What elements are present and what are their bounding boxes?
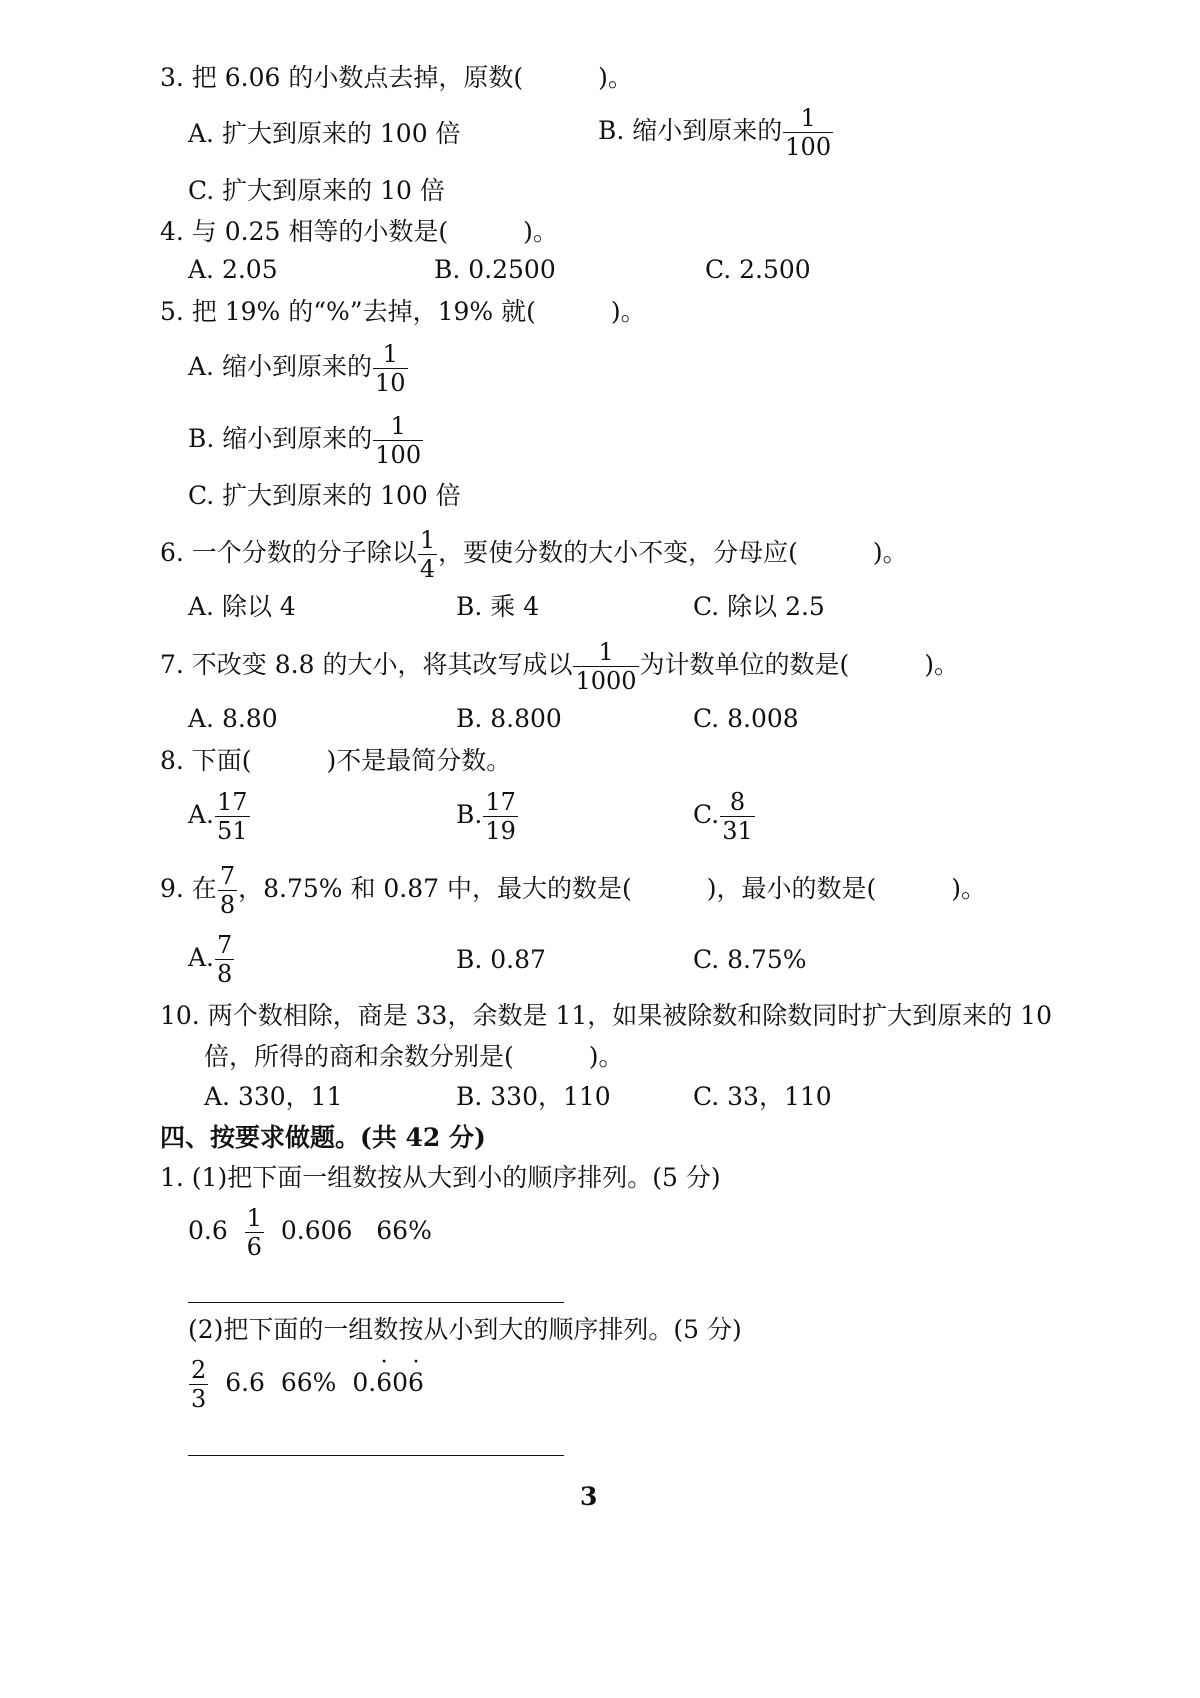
- numerator: 1: [246, 1204, 262, 1232]
- numerator: 7: [219, 862, 236, 890]
- decimal-part: 0.: [352, 1368, 377, 1397]
- fraction: [418, 528, 437, 581]
- question-5-option-c: C. 扩大到原来的 100 倍: [188, 481, 461, 510]
- option-label: B.: [456, 800, 483, 829]
- stem-prefix: 6. 一个分数的分子除以: [160, 538, 417, 567]
- question-10-stem-line-1: 10. 两个数相除，商是 33，余数是 11，如果被除数和除数同时扩大到原来的 10: [160, 1001, 1052, 1030]
- fraction: [573, 640, 638, 693]
- fraction: [720, 790, 755, 843]
- denominator: 3: [191, 1385, 207, 1413]
- repeating-digit: · 6: [408, 1367, 424, 1399]
- denominator: 51: [217, 817, 248, 845]
- question-4-stem: 4. 与 0.25 相等的小数是( )。: [160, 217, 558, 246]
- question-8-option-b: [456, 790, 519, 843]
- stem-suffix: ，要使分数的大小不变，分母应( )。: [438, 538, 908, 567]
- question-6-stem: [160, 528, 908, 581]
- denominator: 4: [419, 555, 436, 583]
- numerator: 1: [419, 526, 436, 554]
- denominator: 19: [485, 817, 516, 845]
- numerator: 1: [373, 414, 423, 441]
- numerator: 1: [783, 106, 833, 133]
- question-8-stem: 8. 下面( )不是最简分数。: [160, 746, 512, 775]
- section-4-question-1-part-1: 1. (1)把下面一组数按从大到小的顺序排列。(5 分): [160, 1163, 721, 1192]
- numerator: 7: [217, 931, 233, 959]
- fraction: [373, 414, 423, 467]
- question-3-option-c: C. 扩大到原来的 10 倍: [188, 176, 445, 205]
- stem-suffix: 为计数单位的数是( )。: [639, 650, 960, 679]
- section-4-question-1-part-2: (2)把下面的一组数按从小到大的顺序排列。(5 分): [188, 1315, 742, 1344]
- option-a-prefix: A. 缩小到原来的: [188, 352, 372, 381]
- question-7-option-a: A. 8.80: [188, 704, 278, 733]
- question-7-option-b: B. 8.800: [456, 704, 562, 733]
- stem-prefix: 7. 不改变 8.8 的大小，将其改写成以: [160, 650, 573, 679]
- page-number: 3: [580, 1482, 598, 1511]
- question-3-option-a: A. 扩大到原来的 100 倍: [188, 119, 461, 148]
- question-7-option-c: C. 8.008: [693, 704, 799, 733]
- fraction: [215, 933, 234, 986]
- fraction: [245, 1206, 264, 1259]
- fraction: [215, 790, 250, 843]
- denominator: 8: [219, 891, 236, 919]
- question-5-option-a: [188, 342, 409, 395]
- denominator: 100: [375, 441, 422, 469]
- denominator: 10: [374, 369, 406, 397]
- fraction: [483, 790, 518, 843]
- denominator: 1000: [575, 667, 637, 695]
- answer-line-1: [188, 1302, 564, 1303]
- number-value: 66%: [376, 1216, 432, 1245]
- question-9-option-c: C. 8.75%: [693, 945, 807, 974]
- question-8-option-a: [188, 790, 251, 843]
- repeating-decimal: [352, 1368, 424, 1397]
- question-7-stem: [160, 640, 959, 693]
- numerator: 1: [573, 640, 638, 667]
- question-9-stem: [160, 864, 986, 917]
- decimal-part: 0: [392, 1368, 409, 1397]
- fraction: [218, 864, 237, 917]
- question-5-stem: 5. 把 19% 的“%”去掉，19% 就( )。: [160, 297, 646, 326]
- question-10-option-b: B. 330，110: [456, 1082, 611, 1111]
- option-label: A.: [188, 943, 215, 972]
- fraction: [189, 1358, 208, 1411]
- question-9-option-a: [188, 933, 235, 986]
- question-6-option-b: B. 乘 4: [456, 592, 540, 621]
- question-6-option-c: C. 除以 2.5: [693, 592, 825, 621]
- fraction: [373, 342, 408, 395]
- question-10-option-c: C. 33，110: [693, 1082, 832, 1111]
- question-3-stem: 3. 把 6.06 的小数点去掉，原数( )。: [160, 63, 633, 92]
- numerator: 17: [485, 788, 516, 816]
- question-3-option-b: [598, 106, 834, 159]
- question-9-option-b: B. 0.87: [456, 945, 546, 974]
- question-4-option-c: C. 2.500: [705, 255, 811, 284]
- denominator: 8: [217, 960, 233, 988]
- numerator: 17: [217, 788, 248, 816]
- question-5-option-b: [188, 414, 424, 467]
- stem-prefix: 9. 在: [160, 874, 217, 903]
- stem-suffix: ，8.75% 和 0.87 中，最大的数是( )，最小的数是( )。: [238, 874, 987, 903]
- fraction: [783, 106, 833, 159]
- part-1-number-list: [188, 1206, 432, 1259]
- question-4-option-b: B. 0.2500: [434, 255, 556, 284]
- question-10-option-a: A. 330，11: [204, 1082, 343, 1111]
- question-6-option-a: A. 除以 4: [188, 592, 296, 621]
- option-b-prefix: B. 缩小到原来的: [188, 424, 373, 453]
- denominator: 31: [722, 817, 753, 845]
- numerator: 8: [720, 790, 755, 817]
- repeating-digit: · 6: [376, 1367, 392, 1399]
- option-b-prefix: B. 缩小到原来的: [598, 116, 783, 145]
- number-value: 0.6: [188, 1216, 228, 1245]
- numerator: 2: [191, 1356, 207, 1384]
- question-10-stem-line-2: 倍，所得的商和余数分别是( )。: [204, 1042, 624, 1071]
- denominator: 6: [246, 1233, 262, 1261]
- numerator: 1: [373, 342, 408, 369]
- number-value: 0.606: [280, 1216, 353, 1245]
- number-value: 6.6: [225, 1368, 265, 1397]
- question-8-option-c: [693, 790, 756, 843]
- part-2-number-list: [188, 1358, 424, 1411]
- question-4-option-a: A. 2.05: [188, 255, 278, 284]
- option-label: C.: [693, 800, 720, 829]
- denominator: 100: [785, 133, 832, 161]
- option-label: A.: [188, 800, 215, 829]
- answer-line-2: [188, 1455, 564, 1456]
- section-4-heading: 四、按要求做题。(共 42 分): [160, 1123, 486, 1152]
- number-value: 66%: [280, 1368, 337, 1397]
